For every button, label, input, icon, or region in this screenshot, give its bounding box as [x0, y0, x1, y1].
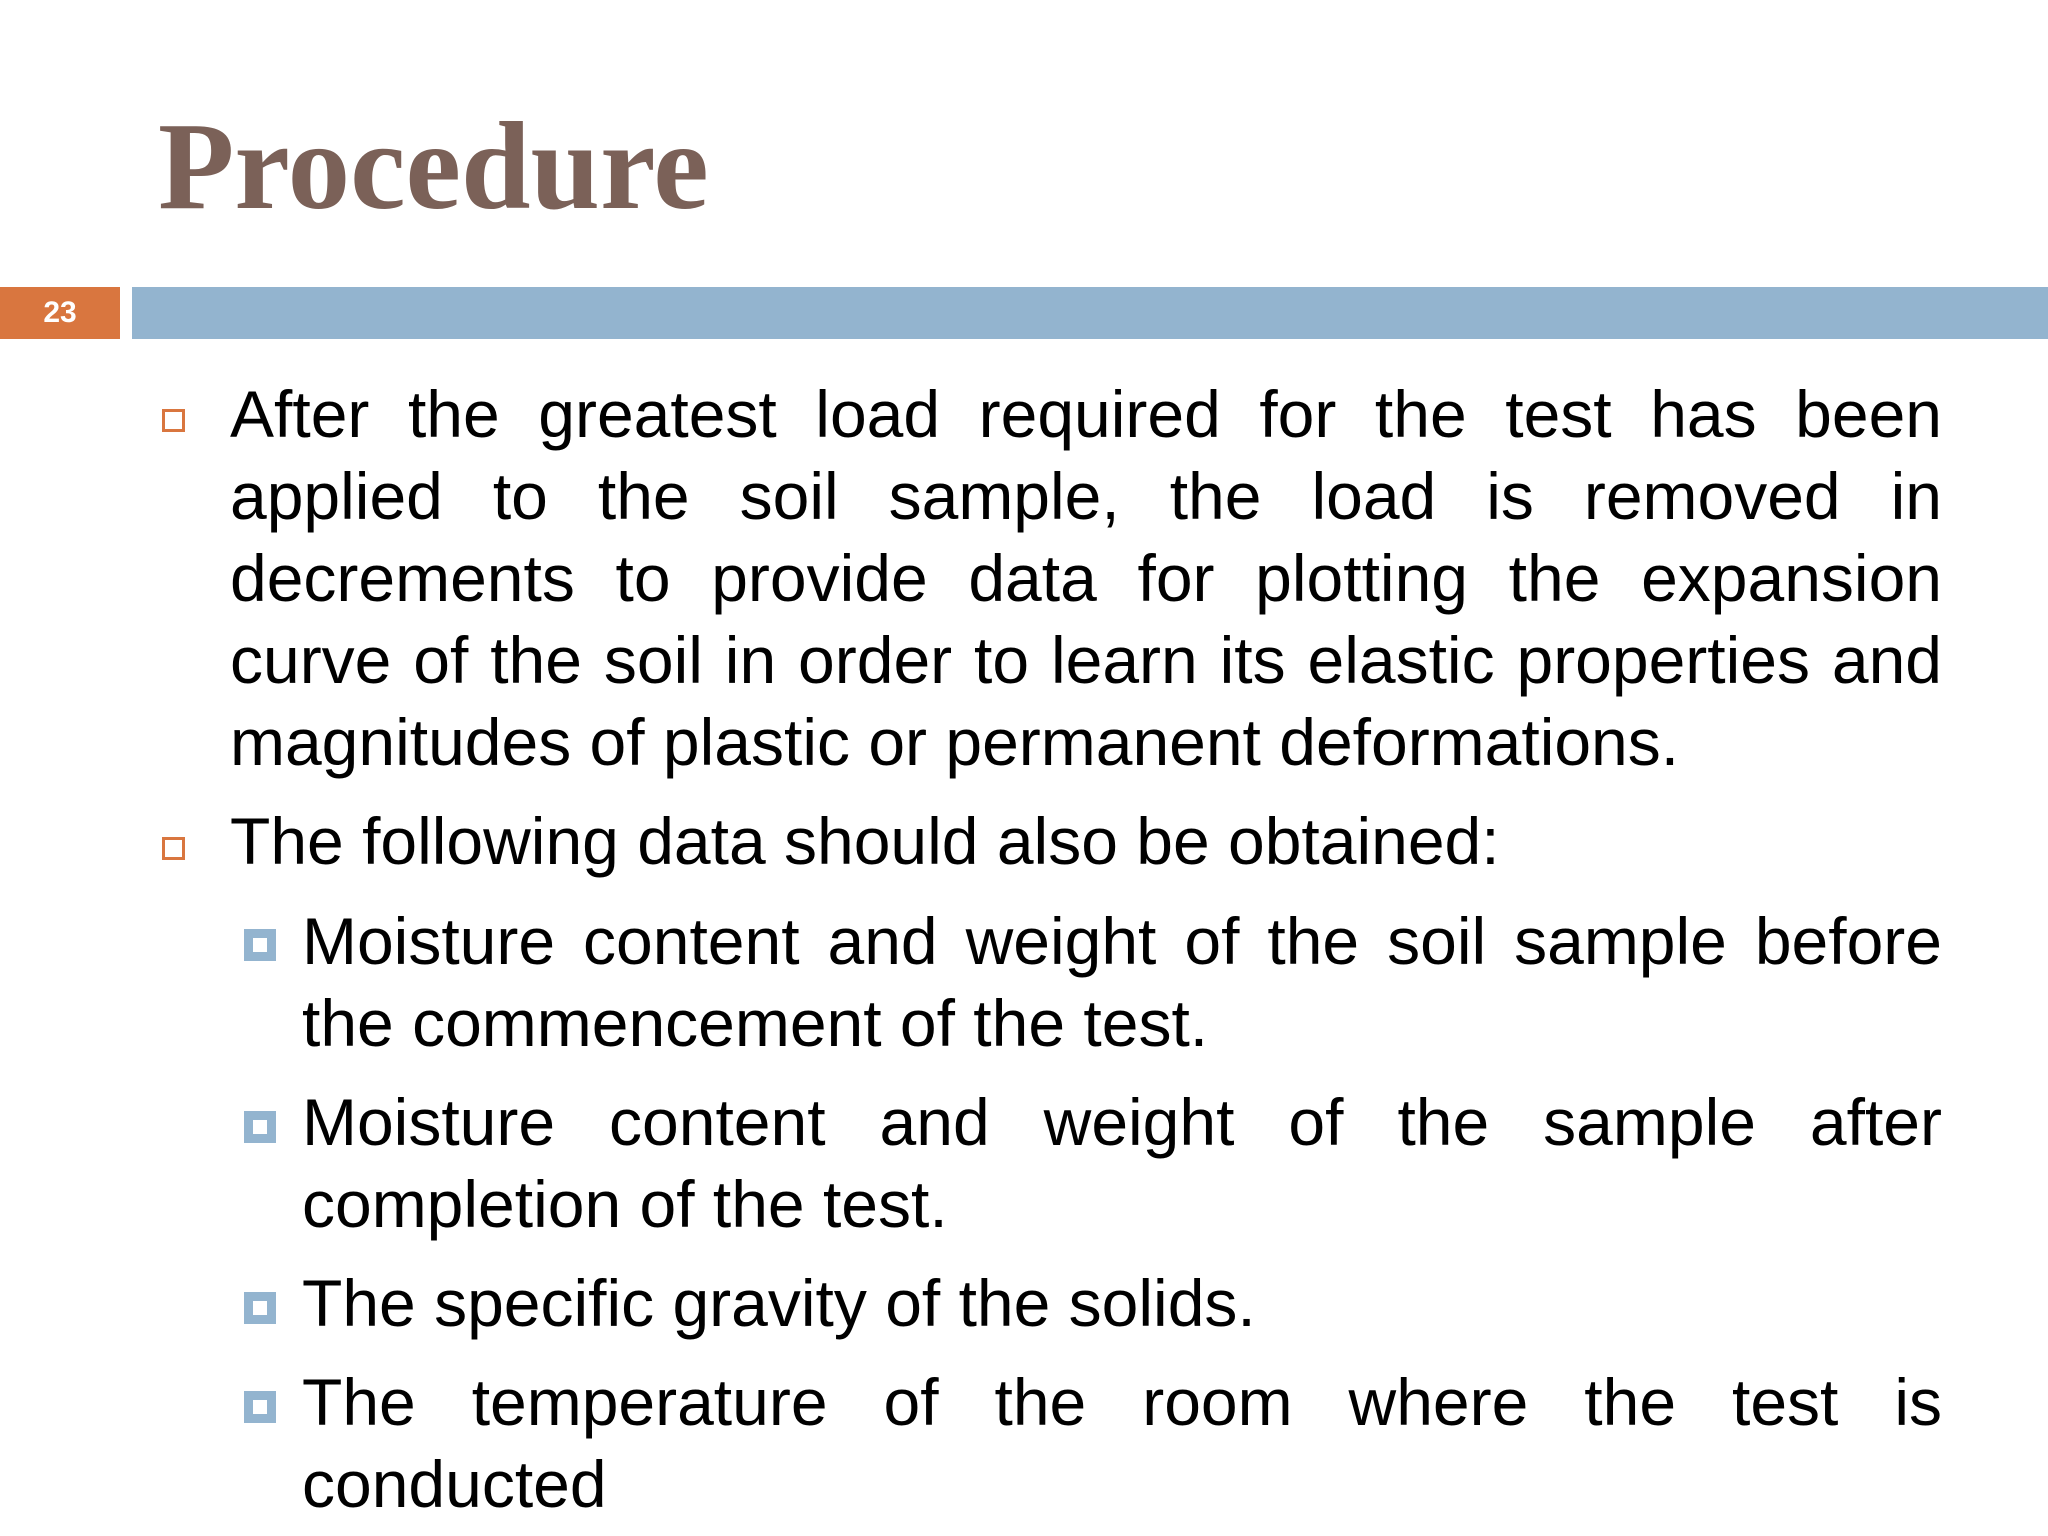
square-outline-bullet-icon	[162, 409, 185, 432]
filled-square-bullet-icon	[244, 1391, 276, 1423]
slide-title: Procedure	[158, 98, 709, 236]
sub-bullet-item: Moisture content and weight of the sample after completion of the test.	[302, 1085, 1942, 1241]
sub-bullet-item: The specific gravity of the solids.	[302, 1266, 1256, 1340]
filled-square-bullet-icon	[244, 1111, 276, 1143]
title-divider-bar	[132, 287, 2048, 339]
square-outline-bullet-icon	[162, 837, 185, 860]
slide-number-badge: 23	[0, 287, 120, 339]
filled-square-bullet-icon	[244, 1292, 276, 1324]
bullet-item: After the greatest load required for the test has been applied to the soil sample, the load is removed in decrements to provide data for plotting the expansion curve of the soil in order to learn its elastic properties and magnitudes of plastic or permanent deformations.	[230, 377, 1942, 779]
bullet-item: The following data should also be obtained:	[230, 804, 1500, 878]
sub-bullet-item: Moisture content and weight of the soil sample before the commencement of the test.	[302, 904, 1942, 1060]
sub-bullet-item: The temperature of the room where the test is conducted	[302, 1365, 1942, 1521]
filled-square-bullet-icon	[244, 929, 276, 961]
